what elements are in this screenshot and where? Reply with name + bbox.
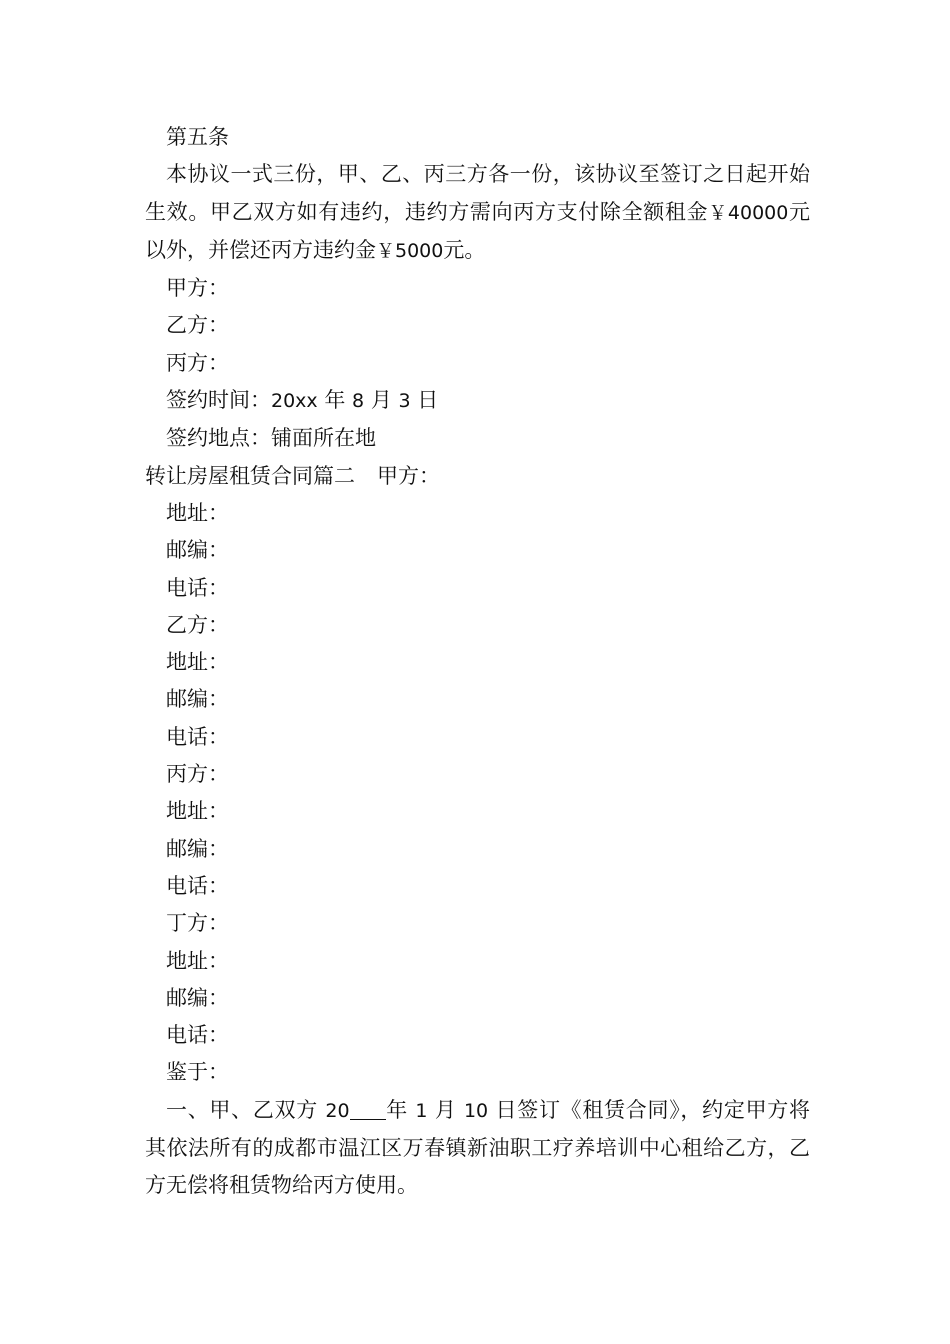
- year-unit: 年: [324, 388, 346, 413]
- clause-1-year: 20: [325, 1099, 350, 1122]
- article-text-2: 元以外，并偿还丙方违约金: [145, 199, 811, 262]
- signing-date: [145, 382, 810, 420]
- year-blank: [350, 1099, 386, 1120]
- signing-date-label: 签约时间：: [166, 388, 271, 413]
- party-c-address: 地址：: [166, 799, 229, 824]
- party-a-address: 地址：: [166, 500, 229, 525]
- party-d-phone: 电话：: [166, 1023, 229, 1048]
- clause-1-month: 1: [415, 1099, 428, 1122]
- signing-date-day: 3: [398, 390, 411, 413]
- party-c-label: 丙方：: [166, 762, 229, 787]
- section-title: 转让房屋租赁合同篇二: [145, 463, 355, 488]
- party-d-address: 地址：: [166, 948, 229, 973]
- section-heading: [145, 458, 810, 495]
- clause-1-year-unit: 年: [385, 1097, 408, 1122]
- signing-place: 签约地点：铺面所在地: [166, 426, 376, 451]
- party-d-label: 丁方：: [166, 911, 229, 936]
- article-paragraph: [145, 156, 810, 270]
- month-unit: 月: [370, 388, 392, 413]
- party-b-label: 乙方：: [166, 612, 229, 637]
- article-text: 本协议一式三份，甲、乙、丙三方各一份，该协议至签订之日起开始生效。甲乙双方如有违约，违约方需向丙方支付除全额租金: [145, 162, 810, 224]
- party-b-postcode: 邮编：: [166, 687, 229, 712]
- section-party-a: 甲方：: [377, 463, 440, 488]
- article-text-3: 元。: [443, 237, 486, 262]
- signature-party-a: 甲方：: [166, 276, 229, 301]
- signature-party-c: 丙方：: [166, 350, 229, 375]
- article-title: 第五条: [166, 125, 229, 149]
- party-b-phone: 电话：: [166, 724, 229, 749]
- clause-1-paragraph: [145, 1092, 810, 1205]
- party-a-phone: 电话：: [166, 575, 229, 600]
- signature-party-b: 乙方：: [166, 313, 229, 338]
- day-unit: 日: [417, 388, 439, 413]
- party-b-address: 地址：: [166, 650, 229, 675]
- signing-date-month: 8: [352, 390, 365, 413]
- whereas-label: 鉴于：: [166, 1060, 229, 1085]
- party-c-phone: 电话：: [166, 873, 229, 898]
- party-c-postcode: 邮编：: [166, 836, 229, 861]
- clause-1-month-unit: 月: [434, 1097, 457, 1122]
- signing-date-year: 20xx: [271, 390, 318, 413]
- clause-1-rest: 日签订《租赁合同》，约定甲方将其依法所有的成都市温江区万春镇新油职工疗养培训中心租给乙方，乙方无偿将租赁物给丙方使用。: [145, 1097, 810, 1198]
- party-d-postcode: 邮编：: [166, 985, 229, 1010]
- clause-1-day: 10: [463, 1099, 489, 1122]
- document-body: [145, 119, 810, 1205]
- clause-1-prefix: 一、甲、乙双方: [166, 1097, 318, 1122]
- penalty-amount: ￥5000: [376, 239, 444, 262]
- party-a-postcode: 邮编：: [166, 538, 229, 563]
- rent-amount: ￥40000: [708, 201, 789, 224]
